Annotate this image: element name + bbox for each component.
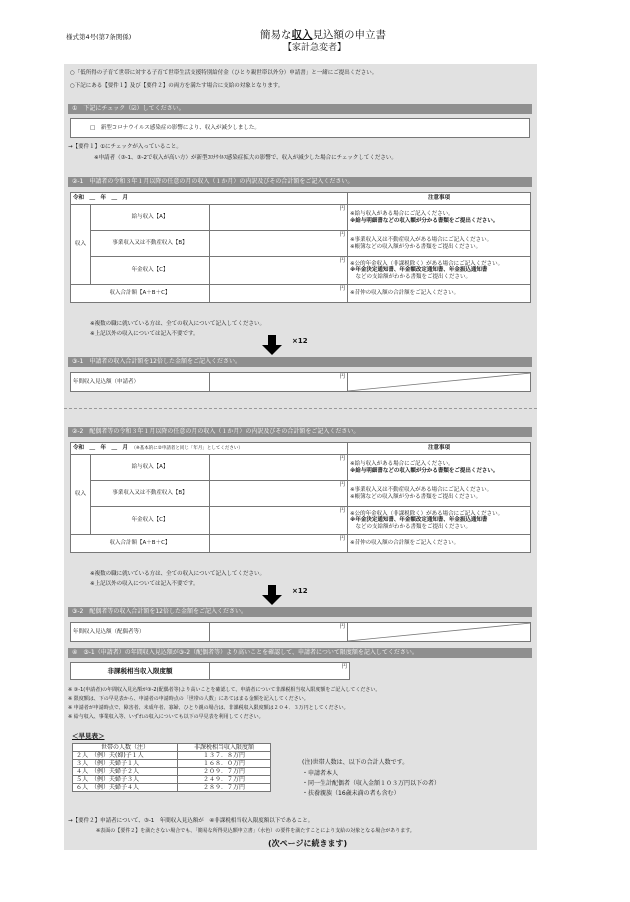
table-row: ６人 （例）夫婦子４人 ２８９．７万円 — [73, 784, 271, 792]
household-note-title: (注)世帯人数は、以下の合計人数です。 — [302, 759, 409, 766]
annual-income-spouse-input[interactable]: 円 — [210, 623, 348, 642]
annual-income-spouse — [70, 622, 531, 642]
business-income-label: 事業収入又は不動産収入【B】 — [91, 231, 210, 257]
spouse-multi-job-note: ※複数の職に就いている方は、全ての収入について記入してください。 — [90, 571, 266, 577]
spouse-total-label: 収入合計額【A＋B＋C】 — [71, 535, 210, 553]
income-total-label: 収入合計額【A＋B＋C】 — [71, 285, 210, 303]
spouse-pension-label: 年金収入【C】 — [91, 507, 210, 535]
times-12-label: ×12 — [292, 337, 308, 345]
income-total-input[interactable]: 円 — [210, 285, 348, 303]
page-title: 簡易な収入見込額の申立書 — [260, 29, 386, 41]
table-row: ３人 （例）夫婦子１人 １６８．０万円 — [73, 760, 271, 768]
year-month-label-spouse[interactable]: 令和 ＿ 年 ＿ 月 — [73, 444, 129, 451]
limit-note-3: ※ 申請者が申請時点で、障害者、未成年者、寡婦、ひとり親の場合は、非課税収入限度額は２０４．３万円としてください。 — [68, 705, 349, 711]
household-note-2: ・同一生計配偶者（収入金額１０３万円以下の者） — [302, 780, 441, 787]
annual-income-applicant-input[interactable]: 円 — [210, 373, 348, 392]
table-row: ５人 （例）夫婦子３人 ２４９．７万円 — [73, 776, 271, 784]
tax-exempt-limit-label: 非課税相当収入限度額 — [71, 663, 210, 680]
annual-income-applicant — [70, 372, 531, 392]
section-3-1-bar: ③-1 申請者の収入合計額を12倍した金額をご記入ください。 — [68, 357, 532, 367]
requirement-2-sub-note: ※表面の【要件２】を満たさない場合でも、「簡易な所得見込額申立書」（水色）の要件を満たすことにより支給の対象となる場合があります。 — [96, 828, 415, 834]
times-12-label-spouse: ×12 — [292, 587, 308, 595]
spouse-salary-label: 給与収入【A】 — [91, 455, 210, 481]
household-note-1: ・申請者本人 — [302, 770, 339, 777]
multi-job-note: ※複数の職に就いている方は、全ての収入について記入してください。 — [90, 321, 266, 327]
salary-income-input[interactable]: 円 — [210, 205, 348, 231]
covid-checkbox[interactable]: □ 新型コロナウイルス感染症の影響により、収入が減少しました。 — [90, 125, 260, 131]
pension-income-label: 年金収入【C】 — [91, 257, 210, 285]
reference-table: 世帯の人数（注） 非課税相当収入限度額 ２人 （例）夫(婦)子１人 １３７．８万円 ３人 （例）夫婦子１人 １６８．０万円 ４人 （例）夫婦子２人 ２０９．７万円 ５人 （例）夫婦子３人 ２４９．７万円 ６人 （例）夫婦子４人 ２８９．７万円 — [72, 743, 271, 792]
section-1-bar: ① 下記にチェック（☑）してください。 — [68, 104, 532, 114]
spouse-business-label: 事業収入又は不動産収入【B】 — [91, 481, 210, 507]
spouse-salary-input[interactable]: 円 — [210, 455, 348, 481]
intro-line-1: ○「低所得の子育て世帯に対する子育て世帯生活支援特別給付金（ひとり親世帯以外分）申請書」と一緒にご提出ください。 — [70, 70, 378, 76]
reference-title: ＜早見表＞ — [72, 732, 105, 740]
section-2-2-bar: ②-2 配偶者等の令和３年１月以降の任意の月の収入（１か月）の内訳及びその合計額をご記入ください。 — [68, 427, 532, 437]
divider — [64, 408, 537, 409]
section-2-1-bar: ②-1 申請者の令和３年１月以降の任意の月の収入（１か月）の内訳及びその合計額をご記入ください。 — [68, 177, 532, 187]
limit-note-4: ※ 給与収入、事業収入等、いずれの収入についても以下の早見表を利用してください。 — [68, 714, 264, 720]
requirement-2-note: →【要件２】申請者について、③-1 年間収入見込額が ④非課税相当収入限度額以下であること。 — [68, 818, 314, 824]
intro-line-2: ○下記にある【要件１】及び【要件２】の両方を満たす場合に支給の対象となります。 — [70, 83, 284, 89]
other-income-note: ※上記以外の収入については記入不要です。 — [90, 331, 199, 337]
limit-note-2: ※ 限度額は、下の早見表から、申請者の申請時点の「世帯の人数」にあてはまる金額を記入してください。 — [68, 696, 309, 702]
tax-exempt-limit-table — [70, 662, 350, 680]
table-row: ４人 （例）夫婦子２人 ２０９．７万円 — [73, 768, 271, 776]
business-income-input[interactable]: 円 — [210, 231, 348, 257]
pension-income-input[interactable]: 円 — [210, 257, 348, 285]
section-3-2-bar: ③-2 配偶者等の収入合計額を12倍した金額をご記入ください。 — [68, 607, 532, 617]
income-table-spouse: 令和 ＿ 年 ＿ 月 （※基本的に②申請者と同じ「年月」としてください） 注意事項 収入 給与収入【A】 円 ※給与収入がある場合にご記入ください。 ※給与明細書などの収入額が分かる書類をご提出ください。 事業収入又は不動産収入【B】 円 ※事業収入又は不動産収入がある場合にご記入ください。 ※帳簿などの収入額が分かる書類をご提出ください。 年金収入【C】 円 ※公的年金収入（非課税除く）がある場合にご記入ください。 ※年金決定通知書、年金額改定通知書、年金振込通知書 などの支給額がわかる書類をご提出ください。 収入合計額【A＋B＋C】 円 ※昔仲の収入額の合計額をご記入ください。 — [70, 442, 531, 553]
salary-income-label: 給与収入【A】 — [91, 205, 210, 231]
spouse-other-income-note: ※上記以外の収入については記入不要です。 — [90, 581, 199, 587]
form-number: 様式第4号(第7条関係) — [66, 33, 132, 41]
down-arrow-icon — [262, 595, 282, 605]
spouse-pension-input[interactable]: 円 — [210, 507, 348, 535]
notes-header: 注意事項 — [348, 193, 531, 205]
spouse-business-input[interactable]: 円 — [210, 481, 348, 507]
section-1-note: ※申請者（③-1、③-2で収入が高い方）が新型ｺﾛﾅｳｲﾙｽ感染症拡大の影響で、収入が減少した場合にチェックしてください。 — [94, 155, 397, 161]
continued-label: (次ページに続きます) — [268, 839, 348, 848]
down-arrow-icon — [262, 345, 282, 355]
limit-note-1: ※ ③-1(申請者)の年間収入見込額が③-2(配偶者等)より高いことを確認して、申請者について非課税相当収入限度額をご記入してください。 — [68, 687, 381, 693]
year-month-label[interactable]: 令和 ＿ 年 ＿ 月 — [71, 193, 348, 205]
income-table-applicant: 令和 ＿ 年 ＿ 月 注意事項 収入 給与収入【A】 円 ※給与収入がある場合にご記入ください。 ※給与明細書などの収入額が分かる書類をご提出ください。 事業収入又は不動産収入【B】 円 ※事業収入又は不動産収入がある場合にご記入ください。 ※帳簿などの収入額が分かる書類をご提出ください。 年金収入【C】 円 ※公的年金収入（非課税除く）がある場合にご記入ください。 ※年金決定通知書、年金額改定通知書、年金振込通知書 などの支給額がわかる書類をご提出ください。 収入合計額【A＋B＋C】 円 ※昔仲の収入額の合計額をご記入ください。 — [70, 192, 531, 303]
table-row: ２人 （例）夫(婦)子１人 １３７．８万円 — [73, 752, 271, 760]
annual-income-applicant-label: 年間収入見込額（申請者） — [71, 373, 210, 392]
household-note-3: ・扶養親族（16歳未満の者も含む） — [302, 790, 400, 797]
page-subtitle: 【家計急変者】 — [283, 43, 347, 53]
requirement-1-note: →【要件１】①にチェックが入っていること。 — [68, 144, 182, 150]
annual-income-spouse-label: 年間収入見込額（配偶者等） — [71, 623, 210, 642]
spouse-total-input[interactable]: 円 — [210, 535, 348, 553]
section-4-bar: ④ ③-1（申請者）の年間収入見込額が③-2（配偶者等）より高いことを確認して、申請者について限度額を記入してください。 — [68, 648, 532, 658]
tax-exempt-limit-input[interactable]: 円 — [210, 663, 350, 680]
income-side-label: 収入 — [71, 205, 91, 285]
